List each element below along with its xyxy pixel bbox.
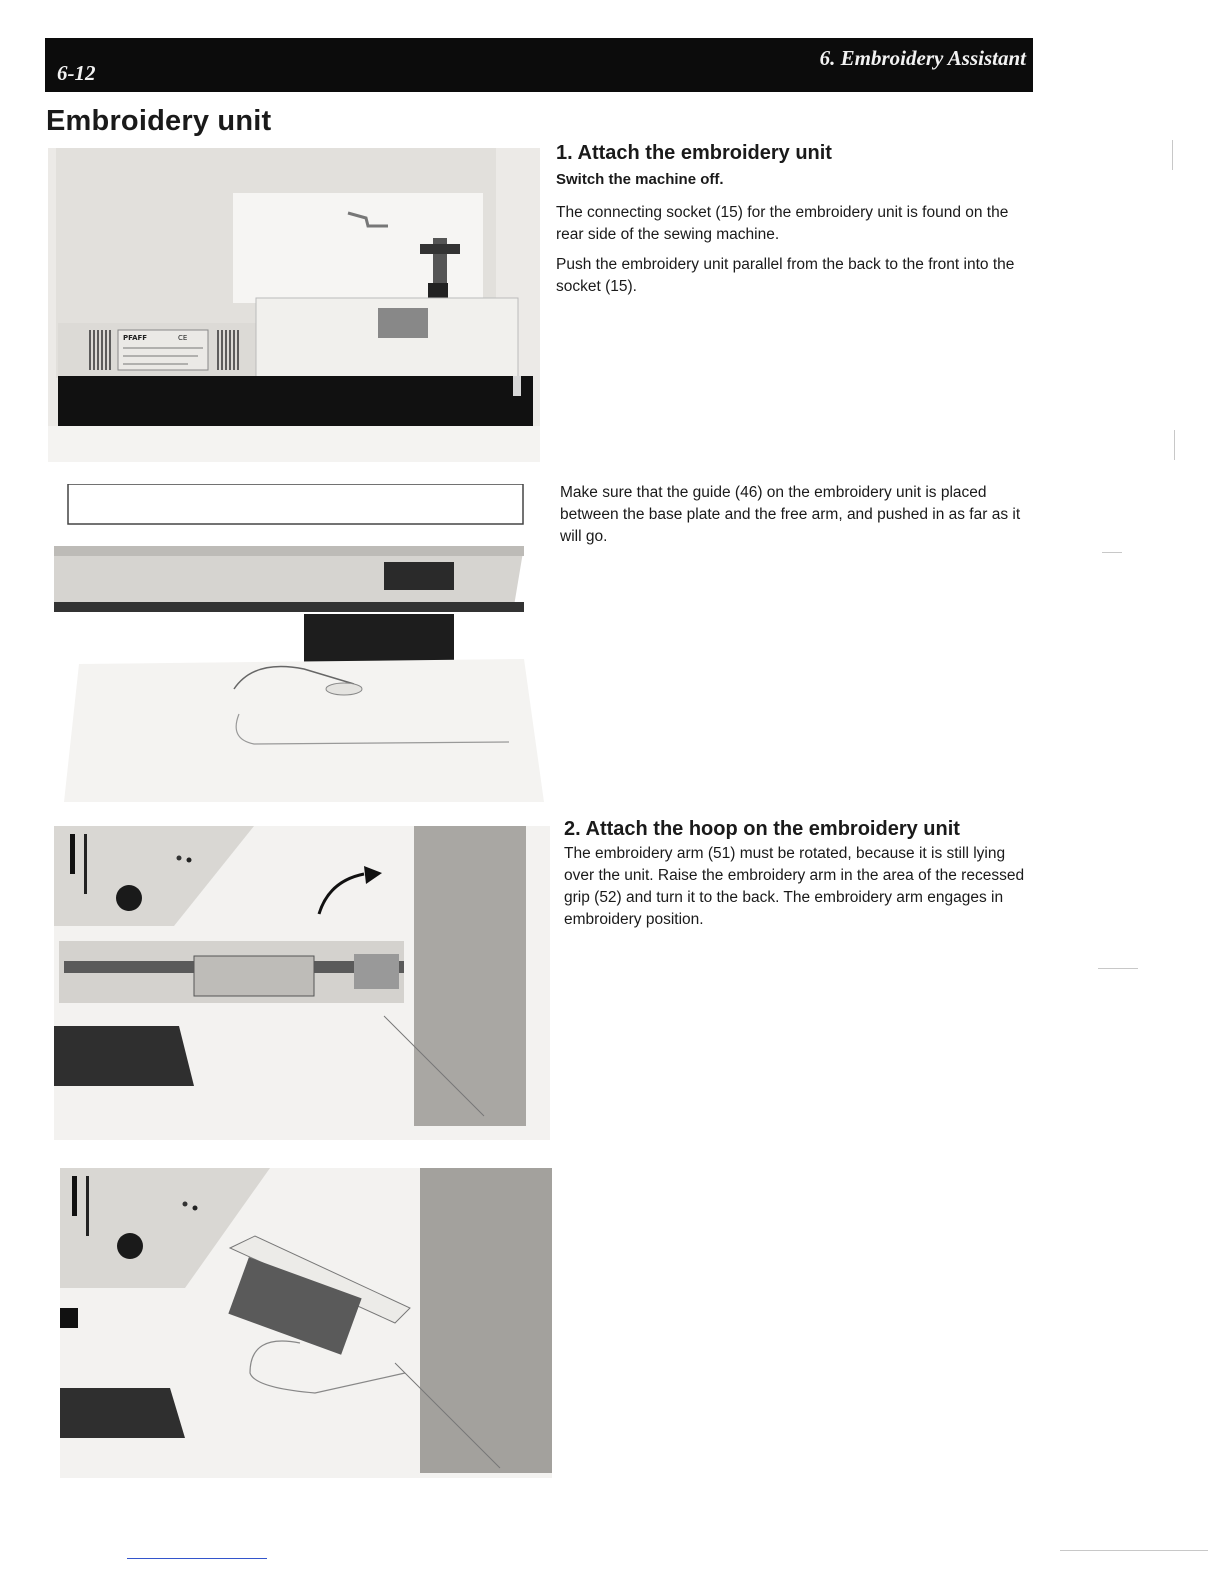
figure-machine-rear [48,148,540,462]
page-number: 6-12 [57,61,96,85]
guide-note-block [560,482,1030,556]
page-title: Embroidery unit [46,105,272,137]
figure-guide-placement [54,484,544,802]
figure-arm-engaged [60,1168,552,1478]
ce-mark-text: CE [178,334,188,342]
step-1-subheading: Switch the machine off. [556,171,724,188]
step-1-paragraph-2: Push the embroidery unit parallel from the back to the front into the socket (15). [556,256,1015,295]
brand-label-text: PFAFF [123,334,148,342]
step-2-paragraph: The embroidery arm (51) must be rotated, because it is still lying over the unit. Raise the embroidery arm in the area of the recessed grip (52) and turn it to the back. The embroidery arm engages in embroidery position. [564,845,1025,928]
step-1-heading: 1. Attach the embroidery unit [556,142,832,164]
scan-edge-mark [1172,140,1173,170]
figure-rotate-arm [54,826,550,1140]
scan-edge-mark [1060,1550,1208,1551]
chapter-title: 6. Embroidery Assistant [819,46,1026,70]
header-bar [45,38,1033,92]
step-1-block [556,142,1026,306]
guide-note-paragraph: Make sure that the guide (46) on the embroidery unit is placed between the base plate and the free arm, and pushed in as far as it will go. [560,484,1021,545]
footer-rule [127,1558,267,1559]
scan-edge-mark [1102,552,1122,553]
scan-edge-mark [1098,968,1138,969]
step-1-paragraph-1: The connecting socket (15) for the embroidery unit is found on the rear side of the sewing machine. [556,204,1009,243]
step-2-block [564,818,1034,939]
scan-edge-mark [1174,430,1175,460]
step-2-heading: 2. Attach the hoop on the embroidery unit [564,818,960,840]
